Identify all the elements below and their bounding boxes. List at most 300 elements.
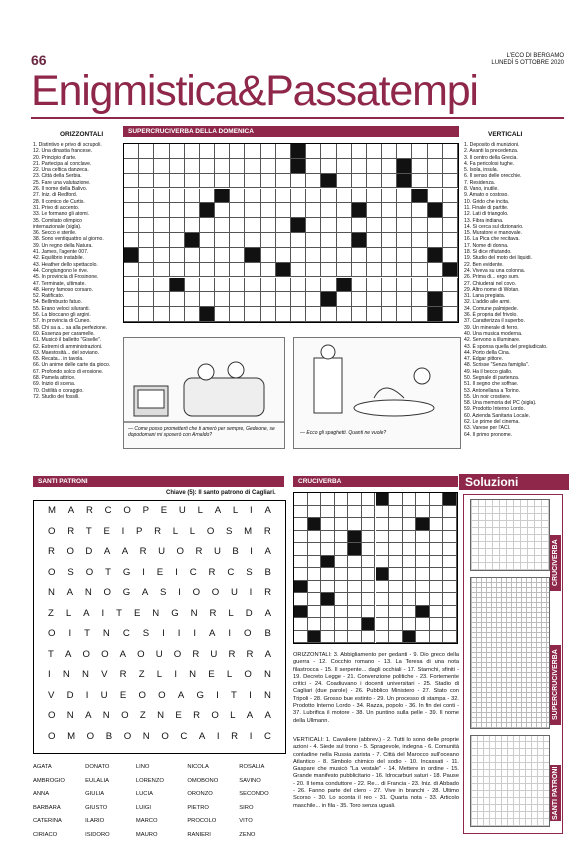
word-search-letter[interactable]: N <box>84 587 92 598</box>
grid-cell[interactable] <box>443 631 457 644</box>
grid-cell[interactable] <box>294 506 308 519</box>
word-search-letter[interactable]: A <box>264 505 271 516</box>
grid-cell[interactable] <box>200 248 215 263</box>
grid-cell[interactable] <box>416 581 430 594</box>
word-search-letter[interactable]: A <box>264 546 271 557</box>
word-search-letter[interactable]: O <box>211 710 219 721</box>
grid-cell[interactable] <box>335 618 349 631</box>
word-search-letter[interactable]: R <box>231 730 239 742</box>
grid-cell[interactable] <box>376 531 390 544</box>
word-search-letter[interactable]: R <box>67 525 75 537</box>
grid-cell[interactable] <box>397 144 412 159</box>
grid-cell[interactable] <box>412 278 427 293</box>
grid-cell[interactable] <box>154 292 169 307</box>
word-search-letter[interactable]: N <box>264 669 271 680</box>
grid-cell[interactable] <box>443 159 458 174</box>
grid-cell[interactable] <box>276 189 291 204</box>
grid-cell[interactable] <box>376 618 390 631</box>
grid-cell[interactable] <box>335 593 349 606</box>
grid-cell[interactable] <box>139 263 154 278</box>
grid-cell[interactable] <box>389 631 403 644</box>
word-search-letter[interactable]: N <box>102 710 110 721</box>
grid-cell[interactable] <box>443 307 458 322</box>
grid-cell[interactable] <box>294 568 308 581</box>
word-search-letter[interactable]: R <box>209 607 217 619</box>
grid-cell[interactable] <box>306 159 321 174</box>
word-search-letter[interactable]: O <box>101 648 109 660</box>
grid-cell[interactable] <box>443 581 457 594</box>
word-search-letter[interactable]: O <box>123 730 132 742</box>
word-search-letter[interactable]: O <box>244 669 252 680</box>
grid-cell[interactable] <box>389 581 403 594</box>
word-search-letter[interactable]: E <box>133 607 141 619</box>
grid-cell[interactable] <box>321 631 335 644</box>
grid-cell[interactable] <box>428 218 443 233</box>
word-search-letter[interactable]: L <box>232 505 239 516</box>
grid-cell[interactable] <box>124 144 139 159</box>
grid-cell[interactable] <box>185 263 200 278</box>
word-search-letter[interactable]: S <box>160 587 167 598</box>
grid-cell[interactable] <box>200 159 215 174</box>
word-search-letter[interactable]: M <box>48 505 56 516</box>
word-search-letter[interactable]: O <box>138 689 146 701</box>
word-search-letter[interactable]: A <box>83 607 90 619</box>
word-search-letter[interactable]: T <box>231 689 237 701</box>
word-search-letter[interactable]: I <box>142 566 145 578</box>
grid-cell[interactable] <box>321 248 336 263</box>
grid-cell[interactable] <box>367 159 382 174</box>
grid-cell[interactable] <box>367 307 382 322</box>
grid-cell[interactable] <box>139 278 154 293</box>
grid-cell[interactable] <box>139 189 154 204</box>
grid-cell[interactable] <box>443 618 457 631</box>
grid-cell[interactable] <box>215 159 230 174</box>
grid-cell[interactable] <box>430 618 444 631</box>
grid-cell[interactable] <box>397 248 412 263</box>
grid-cell[interactable] <box>321 307 336 322</box>
grid-cell[interactable] <box>367 218 382 233</box>
grid-cell[interactable] <box>397 203 412 218</box>
grid-cell[interactable] <box>261 292 276 307</box>
grid-cell[interactable] <box>261 159 276 174</box>
grid-cell[interactable] <box>389 543 403 556</box>
grid-cell[interactable] <box>443 543 457 556</box>
grid-cell[interactable] <box>382 233 397 248</box>
word-search-letter[interactable]: A <box>264 710 271 721</box>
word-search-letter[interactable]: T <box>48 648 54 660</box>
grid-cell[interactable] <box>276 248 291 263</box>
word-search-letter[interactable]: G <box>122 587 131 598</box>
grid-cell[interactable] <box>352 144 367 159</box>
word-search-letter[interactable]: C <box>263 730 271 742</box>
grid-cell[interactable] <box>443 233 458 248</box>
word-search-letter[interactable]: R <box>264 587 271 598</box>
word-search-letter[interactable]: I <box>216 689 219 701</box>
word-search-letter[interactable]: N <box>142 730 150 742</box>
word-search-letter[interactable]: M <box>244 525 253 537</box>
grid-cell[interactable] <box>337 189 352 204</box>
word-search-letter[interactable]: O <box>192 587 201 598</box>
word-search-letter[interactable]: O <box>48 730 56 742</box>
grid-cell[interactable] <box>362 543 376 556</box>
grid-cell[interactable] <box>362 531 376 544</box>
grid-cell[interactable] <box>261 307 276 322</box>
grid-cell[interactable] <box>352 278 367 293</box>
grid-cell[interactable] <box>230 248 245 263</box>
grid-cell[interactable] <box>397 263 412 278</box>
grid-cell[interactable] <box>321 203 336 218</box>
word-search-letter[interactable]: T <box>85 525 92 537</box>
word-search-letter[interactable]: A <box>264 607 271 619</box>
grid-cell[interactable] <box>397 189 412 204</box>
grid-cell[interactable] <box>124 307 139 322</box>
word-search-letter[interactable]: S <box>246 566 253 578</box>
grid-cell[interactable] <box>443 506 457 519</box>
grid-cell[interactable] <box>337 203 352 218</box>
grid-cell[interactable] <box>428 174 443 189</box>
grid-cell[interactable] <box>416 493 430 506</box>
word-search-letter[interactable]: U <box>100 689 108 701</box>
word-search-letter[interactable]: I <box>48 669 51 680</box>
grid-cell[interactable] <box>245 278 260 293</box>
grid-cell[interactable] <box>245 203 260 218</box>
word-search-letter[interactable]: O <box>206 525 215 537</box>
word-search-letter[interactable]: E <box>103 525 110 537</box>
grid-cell[interactable] <box>185 278 200 293</box>
grid-cell[interactable] <box>321 568 335 581</box>
word-search-letter[interactable]: V <box>48 689 55 701</box>
grid-cell[interactable] <box>200 189 215 204</box>
grid-cell[interactable] <box>154 144 169 159</box>
grid-cell[interactable] <box>294 543 308 556</box>
grid-cell[interactable] <box>230 263 245 278</box>
grid-cell[interactable] <box>291 292 306 307</box>
grid-cell[interactable] <box>276 218 291 233</box>
grid-cell[interactable] <box>382 159 397 174</box>
grid-cell[interactable] <box>397 233 412 248</box>
grid-cell[interactable] <box>291 307 306 322</box>
word-search-letter[interactable]: I <box>228 628 232 639</box>
grid-cell[interactable] <box>185 189 200 204</box>
grid-cell[interactable] <box>389 493 403 506</box>
word-search-letter[interactable]: I <box>85 689 89 701</box>
grid-cell[interactable] <box>337 263 352 278</box>
word-search-letter[interactable]: O <box>66 546 74 557</box>
grid-cell[interactable] <box>397 278 412 293</box>
word-search-letter[interactable]: A <box>66 587 74 598</box>
grid-cell[interactable] <box>245 159 260 174</box>
word-search-letter[interactable]: E <box>208 669 215 680</box>
grid-cell[interactable] <box>443 174 458 189</box>
word-search-letter[interactable]: L <box>230 710 236 721</box>
grid-cell[interactable] <box>348 556 362 569</box>
grid-cell[interactable] <box>308 568 322 581</box>
grid-cell[interactable] <box>443 144 458 159</box>
word-search-letter[interactable]: R <box>85 505 93 516</box>
grid-cell[interactable] <box>185 292 200 307</box>
grid-cell[interactable] <box>382 263 397 278</box>
grid-cell[interactable] <box>306 248 321 263</box>
grid-cell[interactable] <box>124 189 139 204</box>
grid-cell[interactable] <box>170 218 185 233</box>
word-search-letter[interactable]: L <box>156 669 163 680</box>
grid-cell[interactable] <box>412 144 427 159</box>
word-search-letter[interactable]: R <box>208 566 216 578</box>
grid-cell[interactable] <box>294 493 308 506</box>
word-search-letter[interactable]: A <box>85 710 92 721</box>
grid-cell[interactable] <box>430 581 444 594</box>
grid-cell[interactable] <box>430 568 444 581</box>
word-search-letter[interactable]: L <box>228 607 234 619</box>
grid-cell[interactable] <box>276 144 291 159</box>
grid-cell[interactable] <box>321 233 336 248</box>
word-search-letter[interactable]: N <box>102 628 110 639</box>
word-search-letter[interactable]: O <box>176 546 184 557</box>
grid-cell[interactable] <box>362 593 376 606</box>
grid-cell[interactable] <box>382 278 397 293</box>
grid-cell[interactable] <box>382 189 397 204</box>
grid-cell[interactable] <box>321 278 336 293</box>
grid-cell[interactable] <box>443 278 458 293</box>
grid-cell[interactable] <box>335 493 349 506</box>
grid-cell[interactable] <box>306 263 321 278</box>
grid-cell[interactable] <box>352 174 367 189</box>
grid-cell[interactable] <box>335 568 349 581</box>
grid-cell[interactable] <box>443 203 458 218</box>
word-search-letter[interactable]: U <box>178 505 186 516</box>
grid-cell[interactable] <box>261 218 276 233</box>
grid-cell[interactable] <box>348 593 362 606</box>
word-search-letter[interactable]: I <box>249 587 253 598</box>
word-search-letter[interactable]: O <box>211 587 220 598</box>
word-search-letter[interactable]: I <box>68 628 72 639</box>
grid-cell[interactable] <box>170 144 185 159</box>
word-search-letter[interactable]: N <box>157 710 164 721</box>
grid-cell[interactable] <box>170 159 185 174</box>
grid-cell[interactable] <box>376 631 390 644</box>
grid-cell[interactable] <box>430 518 444 531</box>
grid-cell[interactable] <box>291 263 306 278</box>
grid-cell[interactable] <box>230 189 245 204</box>
word-search-letter[interactable]: A <box>198 730 206 742</box>
grid-cell[interactable] <box>389 518 403 531</box>
grid-cell[interactable] <box>382 174 397 189</box>
word-search-letter[interactable]: A <box>264 648 271 660</box>
word-search-letter[interactable]: S <box>142 628 150 639</box>
grid-cell[interactable] <box>430 606 444 619</box>
word-search-letter[interactable]: R <box>119 669 127 680</box>
grid-cell[interactable] <box>139 307 154 322</box>
word-search-letter[interactable]: B <box>264 628 271 639</box>
word-search-letter[interactable]: L <box>189 525 196 537</box>
word-search-letter[interactable]: R <box>195 546 203 557</box>
grid-cell[interactable] <box>376 593 390 606</box>
grid-cell[interactable] <box>367 233 382 248</box>
grid-cell[interactable] <box>154 203 169 218</box>
grid-cell[interactable] <box>170 248 185 263</box>
grid-cell[interactable] <box>200 174 215 189</box>
grid-cell[interactable] <box>335 518 349 531</box>
grid-cell[interactable] <box>308 506 322 519</box>
grid-cell[interactable] <box>321 263 336 278</box>
word-search-letter[interactable]: E <box>160 505 168 516</box>
word-search-letter[interactable]: R <box>193 710 200 721</box>
grid-cell[interactable] <box>443 606 457 619</box>
grid-cell[interactable] <box>389 568 403 581</box>
grid-cell[interactable] <box>416 506 430 519</box>
grid-cell[interactable] <box>348 606 362 619</box>
grid-cell[interactable] <box>306 292 321 307</box>
word-search-letter[interactable]: G <box>122 566 131 578</box>
grid-cell[interactable] <box>362 568 376 581</box>
word-search-letter[interactable]: O <box>48 710 56 721</box>
grid-cell[interactable] <box>308 618 322 631</box>
grid-cell[interactable] <box>337 144 352 159</box>
grid-cell[interactable] <box>335 556 349 569</box>
word-search-letter[interactable]: I <box>174 669 177 680</box>
grid-cell[interactable] <box>185 203 200 218</box>
grid-cell[interactable] <box>397 292 412 307</box>
word-search-letter[interactable]: I <box>101 607 105 619</box>
grid-cell[interactable] <box>230 159 245 174</box>
word-search-letter[interactable]: T <box>105 566 111 578</box>
grid-cell[interactable] <box>215 174 230 189</box>
grid-cell[interactable] <box>245 307 260 322</box>
word-search-letter[interactable]: U <box>230 587 238 598</box>
grid-cell[interactable] <box>443 248 458 263</box>
grid-cell[interactable] <box>403 493 417 506</box>
word-search-letter[interactable]: D <box>85 546 93 557</box>
grid-cell[interactable] <box>154 218 169 233</box>
grid-cell[interactable] <box>321 531 335 544</box>
grid-cell[interactable] <box>376 518 390 531</box>
cruciverba-grid[interactable] <box>293 492 458 644</box>
word-search-letter[interactable]: O <box>244 628 252 639</box>
grid-cell[interactable] <box>291 174 306 189</box>
grid-cell[interactable] <box>245 174 260 189</box>
grid-cell[interactable] <box>337 233 352 248</box>
grid-cell[interactable] <box>261 174 276 189</box>
grid-cell[interactable] <box>124 263 139 278</box>
grid-cell[interactable] <box>443 189 458 204</box>
grid-cell[interactable] <box>170 233 185 248</box>
grid-cell[interactable] <box>382 144 397 159</box>
word-search-letter[interactable]: R <box>48 546 55 557</box>
grid-cell[interactable] <box>321 543 335 556</box>
grid-cell[interactable] <box>215 248 230 263</box>
grid-cell[interactable] <box>308 606 322 619</box>
grid-cell[interactable] <box>321 493 335 506</box>
grid-cell[interactable] <box>443 593 457 606</box>
grid-cell[interactable] <box>124 233 139 248</box>
grid-cell[interactable] <box>230 278 245 293</box>
word-search-letter[interactable]: U <box>210 648 218 660</box>
word-search-letter[interactable]: L <box>197 505 203 516</box>
grid-cell[interactable] <box>337 248 352 263</box>
word-search-letter[interactable]: B <box>232 546 239 557</box>
grid-cell[interactable] <box>416 631 430 644</box>
grid-cell[interactable] <box>261 233 276 248</box>
grid-cell[interactable] <box>403 556 417 569</box>
grid-cell[interactable] <box>154 159 169 174</box>
grid-cell[interactable] <box>276 307 291 322</box>
grid-cell[interactable] <box>367 203 382 218</box>
grid-cell[interactable] <box>367 189 382 204</box>
grid-cell[interactable] <box>403 618 417 631</box>
word-search-letter[interactable]: I <box>216 730 220 742</box>
grid-cell[interactable] <box>321 189 336 204</box>
grid-cell[interactable] <box>382 203 397 218</box>
grid-cell[interactable] <box>403 543 417 556</box>
word-search-letter[interactable]: D <box>245 607 253 619</box>
word-search-letter[interactable]: I <box>162 628 165 639</box>
grid-cell[interactable] <box>348 506 362 519</box>
word-search-letter[interactable]: S <box>226 525 233 537</box>
grid-cell[interactable] <box>308 543 322 556</box>
word-search-letter[interactable]: I <box>193 628 197 639</box>
grid-cell[interactable] <box>215 218 230 233</box>
word-search-letter[interactable]: N <box>190 607 198 619</box>
grid-cell[interactable] <box>200 144 215 159</box>
grid-cell[interactable] <box>291 248 306 263</box>
word-search-letter[interactable]: N <box>189 669 197 680</box>
grid-cell[interactable] <box>215 233 230 248</box>
grid-cell[interactable] <box>276 159 291 174</box>
word-search-letter[interactable]: A <box>246 710 254 721</box>
grid-cell[interactable] <box>362 518 376 531</box>
supercruciverba-grid[interactable] <box>123 143 459 323</box>
grid-cell[interactable] <box>308 581 322 594</box>
grid-cell[interactable] <box>443 568 457 581</box>
word-search-letter[interactable]: O <box>123 505 131 516</box>
grid-cell[interactable] <box>185 174 200 189</box>
grid-cell[interactable] <box>376 543 390 556</box>
word-search-letter[interactable]: O <box>86 730 95 742</box>
grid-cell[interactable] <box>154 307 169 322</box>
grid-cell[interactable] <box>348 568 362 581</box>
word-search-letter[interactable]: O <box>137 648 145 660</box>
grid-cell[interactable] <box>215 292 230 307</box>
grid-cell[interactable] <box>403 568 417 581</box>
grid-cell[interactable] <box>352 292 367 307</box>
grid-cell[interactable] <box>185 218 200 233</box>
grid-cell[interactable] <box>382 307 397 322</box>
grid-cell[interactable] <box>335 631 349 644</box>
grid-cell[interactable] <box>294 618 308 631</box>
grid-cell[interactable] <box>124 292 139 307</box>
grid-cell[interactable] <box>170 203 185 218</box>
grid-cell[interactable] <box>291 189 306 204</box>
grid-cell[interactable] <box>306 174 321 189</box>
grid-cell[interactable] <box>321 518 335 531</box>
word-search-letter[interactable]: C <box>227 566 235 578</box>
grid-cell[interactable] <box>139 159 154 174</box>
grid-cell[interactable] <box>352 159 367 174</box>
grid-cell[interactable] <box>348 493 362 506</box>
word-search-letter[interactable]: L <box>226 669 233 680</box>
word-search-letter[interactable]: E <box>156 566 164 578</box>
grid-cell[interactable] <box>245 218 260 233</box>
word-search-letter[interactable]: A <box>214 505 222 516</box>
grid-cell[interactable] <box>428 233 443 248</box>
word-search-letter[interactable]: Z <box>48 607 54 619</box>
grid-cell[interactable] <box>382 218 397 233</box>
grid-cell[interactable] <box>230 144 245 159</box>
grid-cell[interactable] <box>412 218 427 233</box>
grid-cell[interactable] <box>294 518 308 531</box>
grid-cell[interactable] <box>335 506 349 519</box>
word-search-letter[interactable]: P <box>135 525 143 537</box>
